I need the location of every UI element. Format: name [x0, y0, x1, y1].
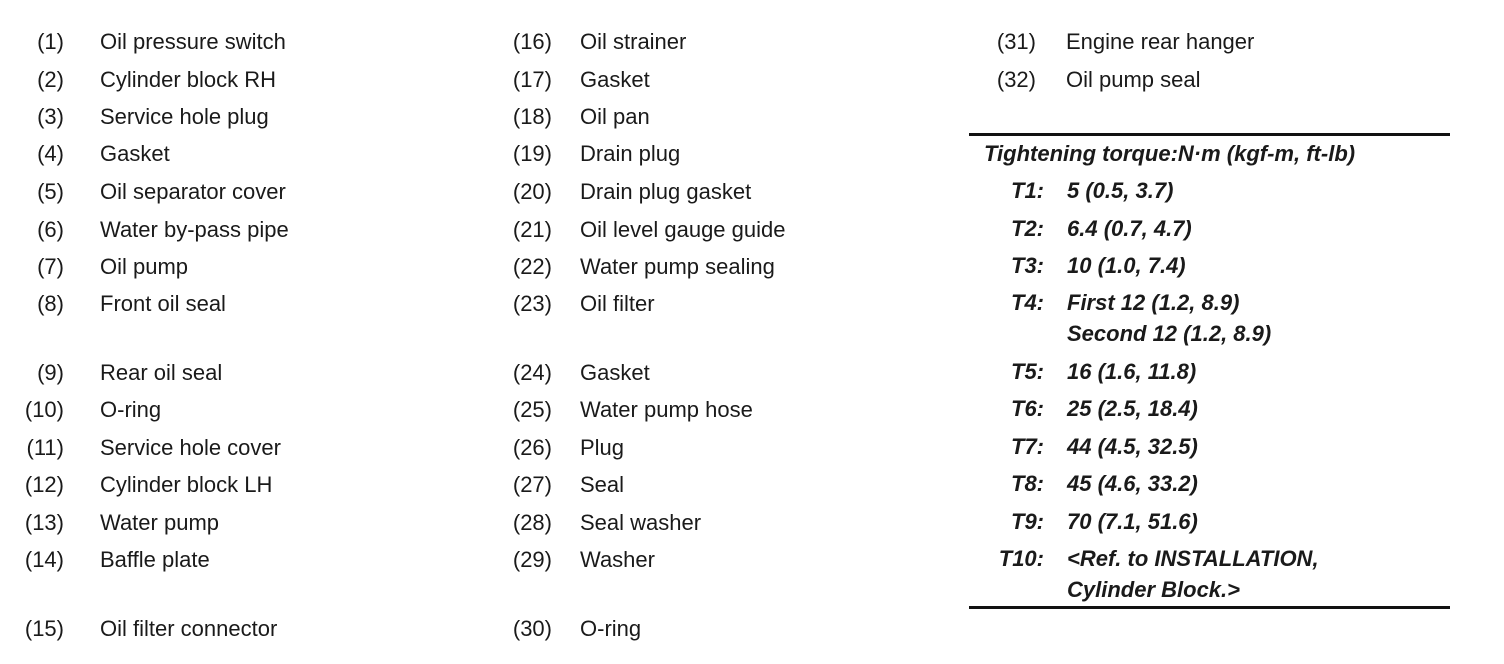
part-number: (10) [24, 397, 64, 422]
torque-value: First 12 (1.2, 8.9) [1067, 290, 1240, 315]
part-name: Oil pump seal [1066, 67, 1201, 92]
part-name: Cylinder block RH [100, 67, 277, 92]
part-name: O-ring [100, 397, 162, 422]
torque-key: T2: [1011, 216, 1044, 241]
part-number: (26) [512, 435, 552, 460]
part-number: (8) [37, 291, 64, 316]
part-number: (25) [512, 397, 552, 422]
torque-key: T5: [1011, 359, 1044, 384]
part-name: Oil filter [580, 291, 655, 316]
part-name: Baffle plate [100, 547, 210, 572]
torque-table-bottom-rule [969, 606, 1450, 609]
part-number: (29) [512, 547, 552, 572]
part-name: Engine rear hanger [1066, 29, 1255, 54]
part-number: (31) [996, 29, 1036, 54]
part-name: Oil separator cover [100, 179, 286, 204]
torque-key: T1: [1011, 178, 1044, 203]
part-number: (16) [512, 29, 552, 54]
part-number: (7) [37, 254, 64, 279]
torque-table-top-rule [969, 133, 1450, 136]
torque-key: T6: [1011, 396, 1044, 421]
part-name: Cylinder block LH [100, 472, 273, 497]
part-name: Drain plug gasket [580, 179, 752, 204]
part-name: Oil strainer [580, 29, 687, 54]
torque-value-second: Second 12 (1.2, 8.9) [1067, 321, 1272, 346]
torque-key: T8: [1011, 471, 1044, 496]
part-name: Oil pressure switch [100, 29, 286, 54]
torque-key: T9: [1011, 509, 1044, 534]
part-name: Front oil seal [100, 291, 226, 316]
torque-value: 10 (1.0, 7.4) [1067, 253, 1186, 278]
part-name: Oil filter connector [100, 616, 278, 641]
part-name: Water by-pass pipe [100, 217, 289, 242]
part-name: Gasket [580, 67, 650, 92]
torque-table-title: Tightening torque:N·m (kgf-m, ft-lb) [984, 141, 1356, 166]
part-number: (19) [512, 141, 552, 166]
part-name: Oil pan [580, 104, 650, 129]
torque-value-second: Cylinder Block.> [1067, 577, 1241, 602]
part-name: Drain plug [580, 141, 681, 166]
part-number: (21) [512, 217, 552, 242]
part-name: Oil pump [100, 254, 189, 279]
part-number: (4) [37, 141, 64, 166]
part-name: Water pump sealing [580, 254, 775, 279]
part-number: (24) [512, 360, 552, 385]
part-number: (23) [512, 291, 552, 316]
part-number: (22) [512, 254, 552, 279]
part-name: Seal [580, 472, 625, 497]
part-number: (6) [37, 217, 64, 242]
part-name: Service hole plug [100, 104, 269, 129]
part-number: (3) [37, 104, 64, 129]
part-number: (12) [24, 472, 64, 497]
torque-value: 5 (0.5, 3.7) [1067, 178, 1174, 203]
part-number: (13) [24, 510, 64, 535]
part-number: (2) [37, 67, 64, 92]
part-number: (9) [37, 360, 64, 385]
part-name: O-ring [580, 616, 642, 641]
torque-key: T4: [1011, 290, 1044, 315]
torque-value: 25 (2.5, 18.4) [1067, 396, 1198, 421]
torque-value: 6.4 (0.7, 4.7) [1067, 216, 1192, 241]
part-number: (14) [24, 547, 64, 572]
part-number: (27) [512, 472, 552, 497]
part-name: Gasket [100, 141, 170, 166]
part-number: (20) [512, 179, 552, 204]
torque-key: T7: [1011, 434, 1044, 459]
part-number: (32) [996, 67, 1036, 92]
part-number: (5) [37, 179, 64, 204]
part-number: (28) [512, 510, 552, 535]
part-name: Plug [580, 435, 625, 460]
part-name: Service hole cover [100, 435, 281, 460]
torque-key: T10: [998, 546, 1044, 571]
torque-value: <Ref. to INSTALLATION, [1067, 546, 1319, 571]
part-name: Washer [580, 547, 655, 572]
part-number: (1) [37, 29, 64, 54]
torque-key: T3: [1011, 253, 1044, 278]
torque-value: 45 (4.6, 33.2) [1067, 471, 1198, 496]
part-number: (15) [24, 616, 64, 641]
part-number: (18) [512, 104, 552, 129]
part-number: (30) [512, 616, 552, 641]
part-name: Rear oil seal [100, 360, 223, 385]
part-name: Water pump hose [580, 397, 753, 422]
torque-value: 16 (1.6, 11.8) [1067, 359, 1197, 384]
part-name: Gasket [580, 360, 650, 385]
part-name: Water pump [100, 510, 220, 535]
part-name: Oil level gauge guide [580, 217, 786, 242]
part-name: Seal washer [580, 510, 702, 535]
part-number: (17) [512, 67, 552, 92]
torque-value: 70 (7.1, 51.6) [1067, 509, 1198, 534]
torque-value: 44 (4.5, 32.5) [1067, 434, 1198, 459]
part-number: (11) [26, 435, 64, 460]
